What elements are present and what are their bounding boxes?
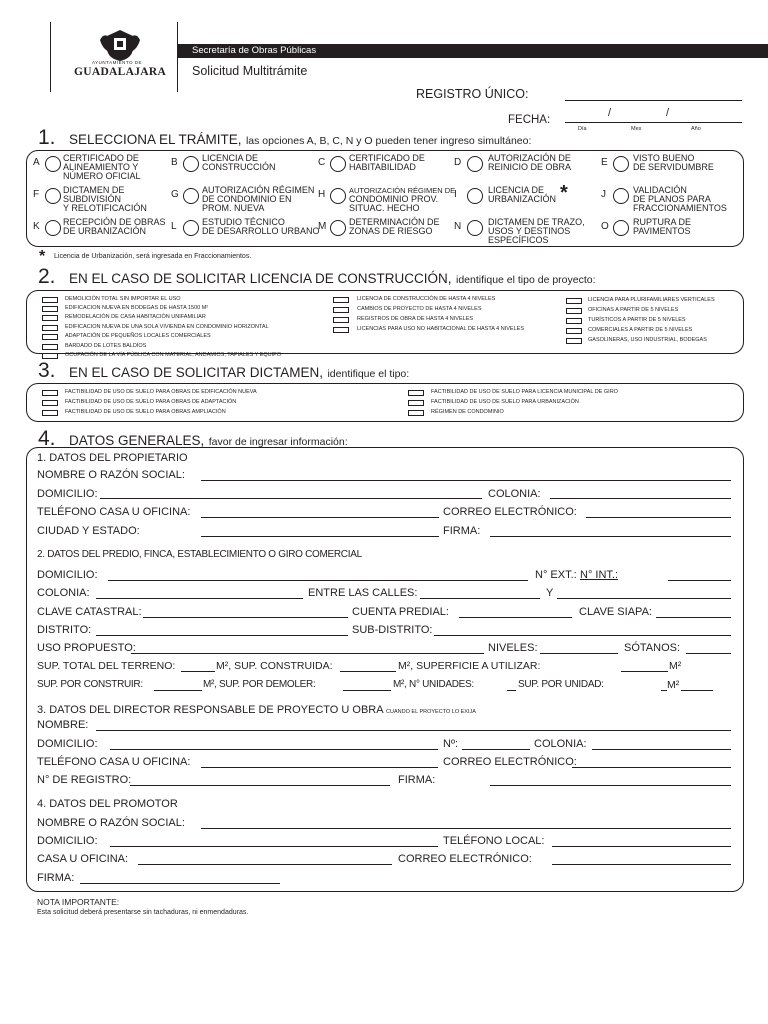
- option-label: CONSTRUCCIÓN: [202, 162, 276, 173]
- type-label: DEMOLICIÓN TOTAL SIN IMPORTAR EL USO: [65, 295, 181, 302]
- type-checkbox[interactable]: [42, 325, 58, 331]
- type-checkbox[interactable]: [42, 353, 58, 359]
- predio-sup-terreno-input[interactable]: [181, 671, 215, 672]
- promotor-correo-input[interactable]: [552, 864, 731, 865]
- predio-predial-label: CUENTA PREDIAL:: [352, 606, 449, 618]
- fecha-slash-2: /: [666, 107, 670, 119]
- predio-nint-label: N° INT.:: [580, 569, 619, 581]
- option-label: DE CONDOMINIO EN: [202, 194, 292, 205]
- option-letter: B: [171, 157, 178, 168]
- predio-domicilio-input[interactable]: [108, 580, 528, 581]
- type-label: TURÍSTICOS A PARTIR DE 5 NIVELES: [588, 316, 686, 323]
- predio-sup-demoler-input[interactable]: [343, 690, 391, 691]
- propietario-colonia-label: COLONIA:: [488, 488, 541, 500]
- option-label: DE URBANIZACIÓN: [63, 226, 147, 237]
- propietario-firma-label: FIRMA:: [443, 525, 481, 537]
- option-label: RUPTURA DE: [633, 217, 692, 227]
- department-label: Secretaría de Obras Públicas: [192, 45, 317, 56]
- type-checkbox[interactable]: [408, 390, 424, 396]
- option-label: AUTORIZACIÓN DE: [488, 153, 571, 163]
- predio-y-label: Y: [546, 587, 554, 599]
- predio-domicilio-label: DOMICILIO:: [37, 569, 98, 581]
- promotor-nombre-label: NOMBRE O RAZÓN SOCIAL:: [37, 817, 185, 829]
- predio-m2f-label: M²: [667, 679, 680, 691]
- director-telefono-input[interactable]: [201, 767, 438, 768]
- type-label: REGISTROS DE OBRA DE HASTA 4 NIVELES: [357, 315, 474, 322]
- predio-colonia-input[interactable]: [96, 598, 303, 599]
- promotor-domicilio-label: DOMICILIO:: [37, 835, 98, 847]
- option-label: PROM. NUEVA: [202, 203, 265, 214]
- predio-heading: 2. DATOS DEL PREDIO, FINCA, ESTABLECIMIENTO O GIRO COMERCIAL: [37, 549, 362, 560]
- option-label: DE SERVIDUMBRE: [633, 162, 714, 173]
- option-label: CERTIFICADO DE: [63, 153, 139, 163]
- option-label: RECEPCIÓN DE OBRAS: [63, 217, 166, 227]
- type-checkbox[interactable]: [566, 308, 582, 314]
- type-label: BARDADO DE LOTES BALDÍOS: [65, 342, 147, 349]
- propietario-firma-input[interactable]: [490, 536, 731, 537]
- option-radio[interactable]: [330, 156, 346, 172]
- section4-heading: 4. DATOS GENERALES, favor de ingresar información:: [38, 427, 348, 450]
- option-letter: H: [318, 189, 326, 200]
- director-registro-label: N° DE REGISTRO:: [37, 774, 132, 786]
- predio-catastral-input[interactable]: [143, 617, 348, 618]
- predio-sup-unidad-label: SUP. POR UNIDAD:: [518, 679, 604, 690]
- option-label: DICTAMEN DE TRAZO,: [488, 217, 585, 227]
- footnote-asterisk: *: [39, 248, 46, 265]
- option-label: CERTIFICADO DE: [349, 153, 425, 163]
- option-radio[interactable]: [613, 156, 629, 172]
- option-letter: K: [33, 221, 40, 232]
- guadalajara-logo: [70, 28, 170, 78]
- option-label: Y RELOTIFICACIÓN: [63, 203, 147, 214]
- type-label: FACTIBILIDAD DE USO DE SUELO PARA OBRAS DE EDIFICACIÓN NUEVA: [65, 388, 257, 395]
- predio-m2b-label: M², SUPERFICIE A UTILIZAR:: [398, 660, 541, 672]
- option-label: FRACCIONAMIENTOS: [633, 203, 727, 214]
- director-registro-input[interactable]: [130, 785, 390, 786]
- mes-label: Mes: [631, 126, 642, 132]
- registro-input[interactable]: [565, 100, 742, 101]
- option-label: USOS Y DESTINOS: [488, 226, 571, 237]
- predio-subdistrito-input[interactable]: [434, 635, 731, 636]
- type-label: LICENCIAS PARA USO NO HABITACIONAL DE HASTA 4 NIVELES: [357, 326, 524, 333]
- predio-sup-unidad-tail[interactable]: [681, 690, 713, 691]
- type-checkbox[interactable]: [333, 317, 349, 323]
- director-correo-input[interactable]: [572, 767, 731, 768]
- director-domicilio-input[interactable]: [110, 749, 438, 750]
- predio-sotanos-input[interactable]: [686, 653, 731, 654]
- type-label: OFICINAS A PARTIR DE 5 NIVELES: [588, 306, 679, 313]
- type-checkbox[interactable]: [42, 315, 58, 321]
- propietario-ciudad-input[interactable]: [201, 536, 439, 537]
- director-firma-input[interactable]: [490, 785, 731, 786]
- predio-sup-construir-input[interactable]: [154, 690, 202, 691]
- propietario-domicilio-input[interactable]: [100, 498, 482, 499]
- option-label: REINICIO DE OBRA: [488, 162, 572, 173]
- option-label: NÚMERO OFICIAL: [63, 171, 141, 182]
- option-letter: E: [601, 157, 608, 168]
- type-checkbox[interactable]: [408, 400, 424, 406]
- option-radio[interactable]: [330, 220, 346, 236]
- predio-entre-input[interactable]: [420, 598, 540, 599]
- option-radio[interactable]: [467, 220, 483, 236]
- header-divider-left: [50, 22, 51, 92]
- promotor-firma-label: FIRMA:: [37, 872, 75, 884]
- predio-sup-construir-label: SUP. POR CONSTRUIR:: [37, 679, 143, 690]
- propietario-nombre-label: NOMBRE O RAZÓN SOCIAL:: [37, 469, 185, 481]
- predio-uso-label: USO PROPUESTO:: [37, 642, 136, 654]
- type-label: ADAPTACIÓN DE PEQUEÑOS LOCALES COMERCIALES: [65, 333, 211, 340]
- option-asterisk: *: [560, 182, 568, 204]
- predio-subdistrito-label: SUB-DISTRITO:: [352, 624, 433, 636]
- director-colonia-input[interactable]: [592, 749, 731, 750]
- type-checkbox[interactable]: [42, 390, 58, 396]
- predio-uso-input[interactable]: [131, 653, 484, 654]
- option-radio[interactable]: [613, 220, 629, 236]
- type-checkbox[interactable]: [333, 327, 349, 333]
- option-radio[interactable]: [183, 188, 199, 204]
- type-checkbox[interactable]: [42, 344, 58, 350]
- type-checkbox[interactable]: [42, 306, 58, 312]
- predio-siapa-input[interactable]: [656, 617, 731, 618]
- propietario-ciudad-label: CIUDAD Y ESTADO:: [37, 525, 140, 537]
- option-letter: D: [454, 157, 462, 168]
- propietario-colonia-input[interactable]: [550, 498, 731, 499]
- footnote-text: Licencia de Urbanización, será ingresada en Fraccionamientos.: [54, 253, 252, 260]
- type-checkbox[interactable]: [566, 318, 582, 324]
- option-letter: N: [454, 221, 462, 232]
- predio-sup-construida-input[interactable]: [340, 671, 396, 672]
- type-label: FACTIBILIDAD DE USO DE SUELO PARA LICENCIA MUNICIPAL DE GIRO: [431, 388, 618, 395]
- fecha-input[interactable]: [565, 122, 742, 123]
- predio-distrito-label: DISTRITO:: [37, 624, 92, 636]
- predio-distrito-input[interactable]: [96, 635, 348, 636]
- type-checkbox[interactable]: [333, 297, 349, 303]
- director-nombre-input[interactable]: [96, 730, 731, 731]
- type-checkbox[interactable]: [408, 410, 424, 416]
- nota-text: Esta solicitud deberá presentarse sin tachaduras, ni enmendaduras.: [37, 909, 249, 916]
- option-label: VISTO BUENO: [633, 153, 695, 163]
- type-label: REMODELACIÓN DE CASA HABITACIÓN UNIFAMILIAR: [65, 314, 206, 321]
- promotor-heading: 4. DATOS DEL PROMOTOR: [37, 798, 178, 810]
- type-label: FACTIBILIDAD DE USO DE SUELO PARA OBRAS DE ADAPTACIÓN: [65, 398, 237, 405]
- option-radio[interactable]: [467, 156, 483, 172]
- predio-predial-input[interactable]: [459, 617, 572, 618]
- type-label: EDIFICACION NUEVA DE UNA SOLA VIVIENDA EN CONDOMINIO HORIZONTAL: [65, 323, 269, 330]
- predio-niveles-input[interactable]: [540, 653, 618, 654]
- propietario-correo-input[interactable]: [586, 517, 731, 518]
- promotor-domicilio-input[interactable]: [110, 846, 438, 847]
- type-checkbox[interactable]: [566, 328, 582, 334]
- fecha-slash-1: /: [608, 107, 612, 119]
- option-label: ALINEAMIENTO Y: [63, 162, 139, 173]
- type-label: FACTIBILIDAD DE USO DE SUELO PARA URBANIZACIÓN: [431, 398, 579, 405]
- option-label: CONDOMINIO PROV.: [349, 194, 439, 205]
- predio-nint-input[interactable]: [668, 580, 731, 581]
- type-checkbox[interactable]: [42, 334, 58, 340]
- option-letter: M: [318, 221, 327, 232]
- option-label: LICENCIA DE: [488, 185, 545, 195]
- type-checkbox[interactable]: [566, 338, 582, 344]
- section3-heading: 3. EN EL CASO DE SOLICITAR DICTAMEN, identifique el tipo:: [38, 359, 410, 382]
- predio-y-input[interactable]: [557, 598, 731, 599]
- option-radio[interactable]: [183, 220, 199, 236]
- predio-next-label: N° EXT.:: [535, 569, 577, 581]
- ano-label: Año: [691, 126, 701, 132]
- type-label: FACTIBILIDAD DE USO DE SUELO PARA OBRAS AMPLIACIÓN: [65, 408, 226, 415]
- option-label: PAVIMENTOS: [633, 226, 691, 237]
- predio-sotanos-label: SÓTANOS:: [624, 642, 681, 654]
- type-label: RÉGIMEN DE CONDOMINIO: [431, 408, 504, 415]
- form-title: Solicitud Multitrámite: [192, 64, 308, 78]
- propietario-domicilio-label: DOMICILIO:: [37, 488, 98, 500]
- propietario-heading: 1. DATOS DEL PROPIETARIO: [37, 452, 188, 464]
- type-checkbox[interactable]: [566, 298, 582, 304]
- director-domicilio-label: DOMICILIO:: [37, 738, 98, 750]
- option-label: VALIDACIÓN: [633, 185, 687, 195]
- promotor-firma-input[interactable]: [80, 883, 280, 884]
- option-radio[interactable]: [45, 156, 61, 172]
- director-correo-label: CORREO ELECTRÓNICO:: [443, 756, 577, 768]
- director-telefono-label: TELÉFONO CASA U OFICINA:: [37, 756, 191, 768]
- municipality-small: AYUNTAMIENTO DE: [92, 60, 143, 65]
- predio-sup-utilizar-input[interactable]: [621, 671, 668, 672]
- option-label: DE DESARROLLO URBANO: [202, 226, 320, 237]
- option-radio[interactable]: [45, 188, 61, 204]
- option-label: ESTUDIO TÉCNICO: [202, 217, 285, 227]
- director-nombre-label: NOMBRE:: [37, 719, 89, 731]
- promotor-casa-label: CASA U OFICINA:: [37, 853, 129, 865]
- promotor-telefono-label: TELÉFONO LOCAL:: [443, 835, 545, 847]
- municipality-name: GUADALAJARA: [74, 66, 167, 78]
- predio-m2a-label: M², SUP. CONSTRUIDA:: [216, 660, 333, 672]
- option-label: LICENCIA DE: [202, 153, 259, 163]
- section2-heading: 2. EN EL CASO DE SOLICITAR LICENCIA DE CONSTRUCCIÓN, identifique el tipo de proyecto:: [38, 265, 596, 288]
- type-label: LICENCIA PARA PLURIFAMILIARES VERTICALES: [588, 296, 715, 303]
- option-label: URBANIZACIÓN: [488, 194, 557, 205]
- predio-entre-label: ENTRE LAS CALLES:: [308, 587, 418, 599]
- type-label: CAMBIOS DE PROYECTO DE HASTA 4 NIVELES: [357, 305, 482, 312]
- coat-of-arms-icon: [70, 28, 170, 62]
- director-firma-label: FIRMA:: [398, 774, 436, 786]
- option-letter: I: [454, 189, 457, 200]
- propietario-correo-label: CORREO ELECTRÓNICO:: [443, 506, 577, 518]
- fecha-label: FECHA:: [508, 114, 551, 126]
- director-colonia-label: COLONIA:: [534, 738, 587, 750]
- predio-siapa-label: CLAVE SIAPA:: [579, 606, 652, 618]
- option-letter: G: [171, 189, 179, 200]
- registro-label: REGISTRO ÚNICO:: [416, 87, 529, 101]
- type-checkbox[interactable]: [333, 307, 349, 313]
- option-label: ESPECÍFICOS: [488, 235, 549, 246]
- director-no-label: Nº:: [443, 738, 459, 750]
- option-label: DE PLANOS PARA: [633, 194, 711, 205]
- option-radio[interactable]: [467, 188, 483, 204]
- propietario-telefono-input[interactable]: [201, 517, 439, 518]
- predio-m2e-label: M², N° UNIDADES:: [393, 679, 474, 690]
- dia-label: Día: [578, 126, 587, 132]
- type-checkbox[interactable]: [42, 297, 58, 303]
- promotor-nombre-input[interactable]: [201, 828, 731, 829]
- type-checkbox[interactable]: [42, 410, 58, 416]
- predio-sup-terreno-label: SUP. TOTAL DEL TERRENO:: [37, 660, 176, 672]
- option-radio[interactable]: [613, 188, 629, 204]
- option-label: AUTORIZACIÓN RÉGIMEN: [202, 185, 315, 195]
- type-label: COMERCIALES A PARTIR DE 5 NIVELES: [588, 326, 693, 333]
- predio-catastral-label: CLAVE CATASTRAL:: [37, 606, 142, 618]
- option-label: ZONAS DE RIESGO: [349, 226, 433, 237]
- option-label: AUTORIZACIÓN RÉGIMEN DE: [349, 186, 456, 195]
- predio-colonia-label: COLONIA:: [37, 587, 90, 599]
- promotor-telefono-input[interactable]: [552, 846, 731, 847]
- type-checkbox[interactable]: [42, 400, 58, 406]
- propietario-telefono-label: TELÉFONO CASA U OFICINA:: [37, 506, 191, 518]
- type-label: GASOLINERAS, USO INDUSTRIAL, BODEGAS: [588, 336, 707, 343]
- promotor-casa-input[interactable]: [138, 864, 392, 865]
- type-label: LICENCIA DE CONSTRUCCIÓN DE HASTA 4 NIVELES: [357, 295, 496, 302]
- predio-niveles-label: NIVELES:: [488, 642, 538, 654]
- director-no-input[interactable]: [462, 749, 530, 750]
- option-letter: O: [601, 221, 609, 232]
- predio-unidades-input[interactable]: [507, 690, 516, 691]
- option-radio[interactable]: [330, 188, 346, 204]
- option-letter: J: [601, 189, 606, 200]
- nota-title: NOTA IMPORTANTE:: [37, 897, 120, 907]
- section1-heading: 1. SELECCIONA EL TRÁMITE, las opciones A, B, C, N y O pueden tener ingreso simultáneo:: [38, 126, 532, 149]
- predio-m2c-label: M²: [669, 660, 682, 672]
- type-label: EDIFICACION NUEVA EN BODEGAS DE HASTA 1500 M²: [65, 304, 209, 311]
- option-label: DICTAMEN DE: [63, 185, 125, 195]
- option-letter: C: [318, 157, 326, 168]
- option-letter: F: [33, 189, 40, 200]
- option-radio[interactable]: [183, 156, 199, 172]
- option-label: SITUAC. HECHO: [349, 203, 420, 214]
- type-label: OCUPACIÓN DE LA VÍA PÚBLICA CON MATERIAL, ANDAMIOS, TAPIALES Y EQUIPO: [65, 351, 282, 358]
- option-label: DETERMINACIÓN DE: [349, 217, 440, 227]
- option-letter: A: [33, 157, 40, 168]
- predio-m2d-label: M², SUP. POR DEMOLER:: [203, 679, 316, 690]
- promotor-correo-label: CORREO ELECTRÓNICO:: [398, 853, 532, 865]
- option-letter: L: [171, 221, 177, 232]
- option-label: HABITABILIDAD: [349, 162, 416, 173]
- director-heading: 3. DATOS DEL DIRECTOR RESPONSABLE DE PROYECTO U OBRA CUANDO EL PROYECTO LO EXIJA: [37, 704, 476, 716]
- option-radio[interactable]: [45, 220, 61, 236]
- option-label: SUBDIVISIÓN: [63, 194, 122, 205]
- propietario-nombre-input[interactable]: [201, 480, 731, 481]
